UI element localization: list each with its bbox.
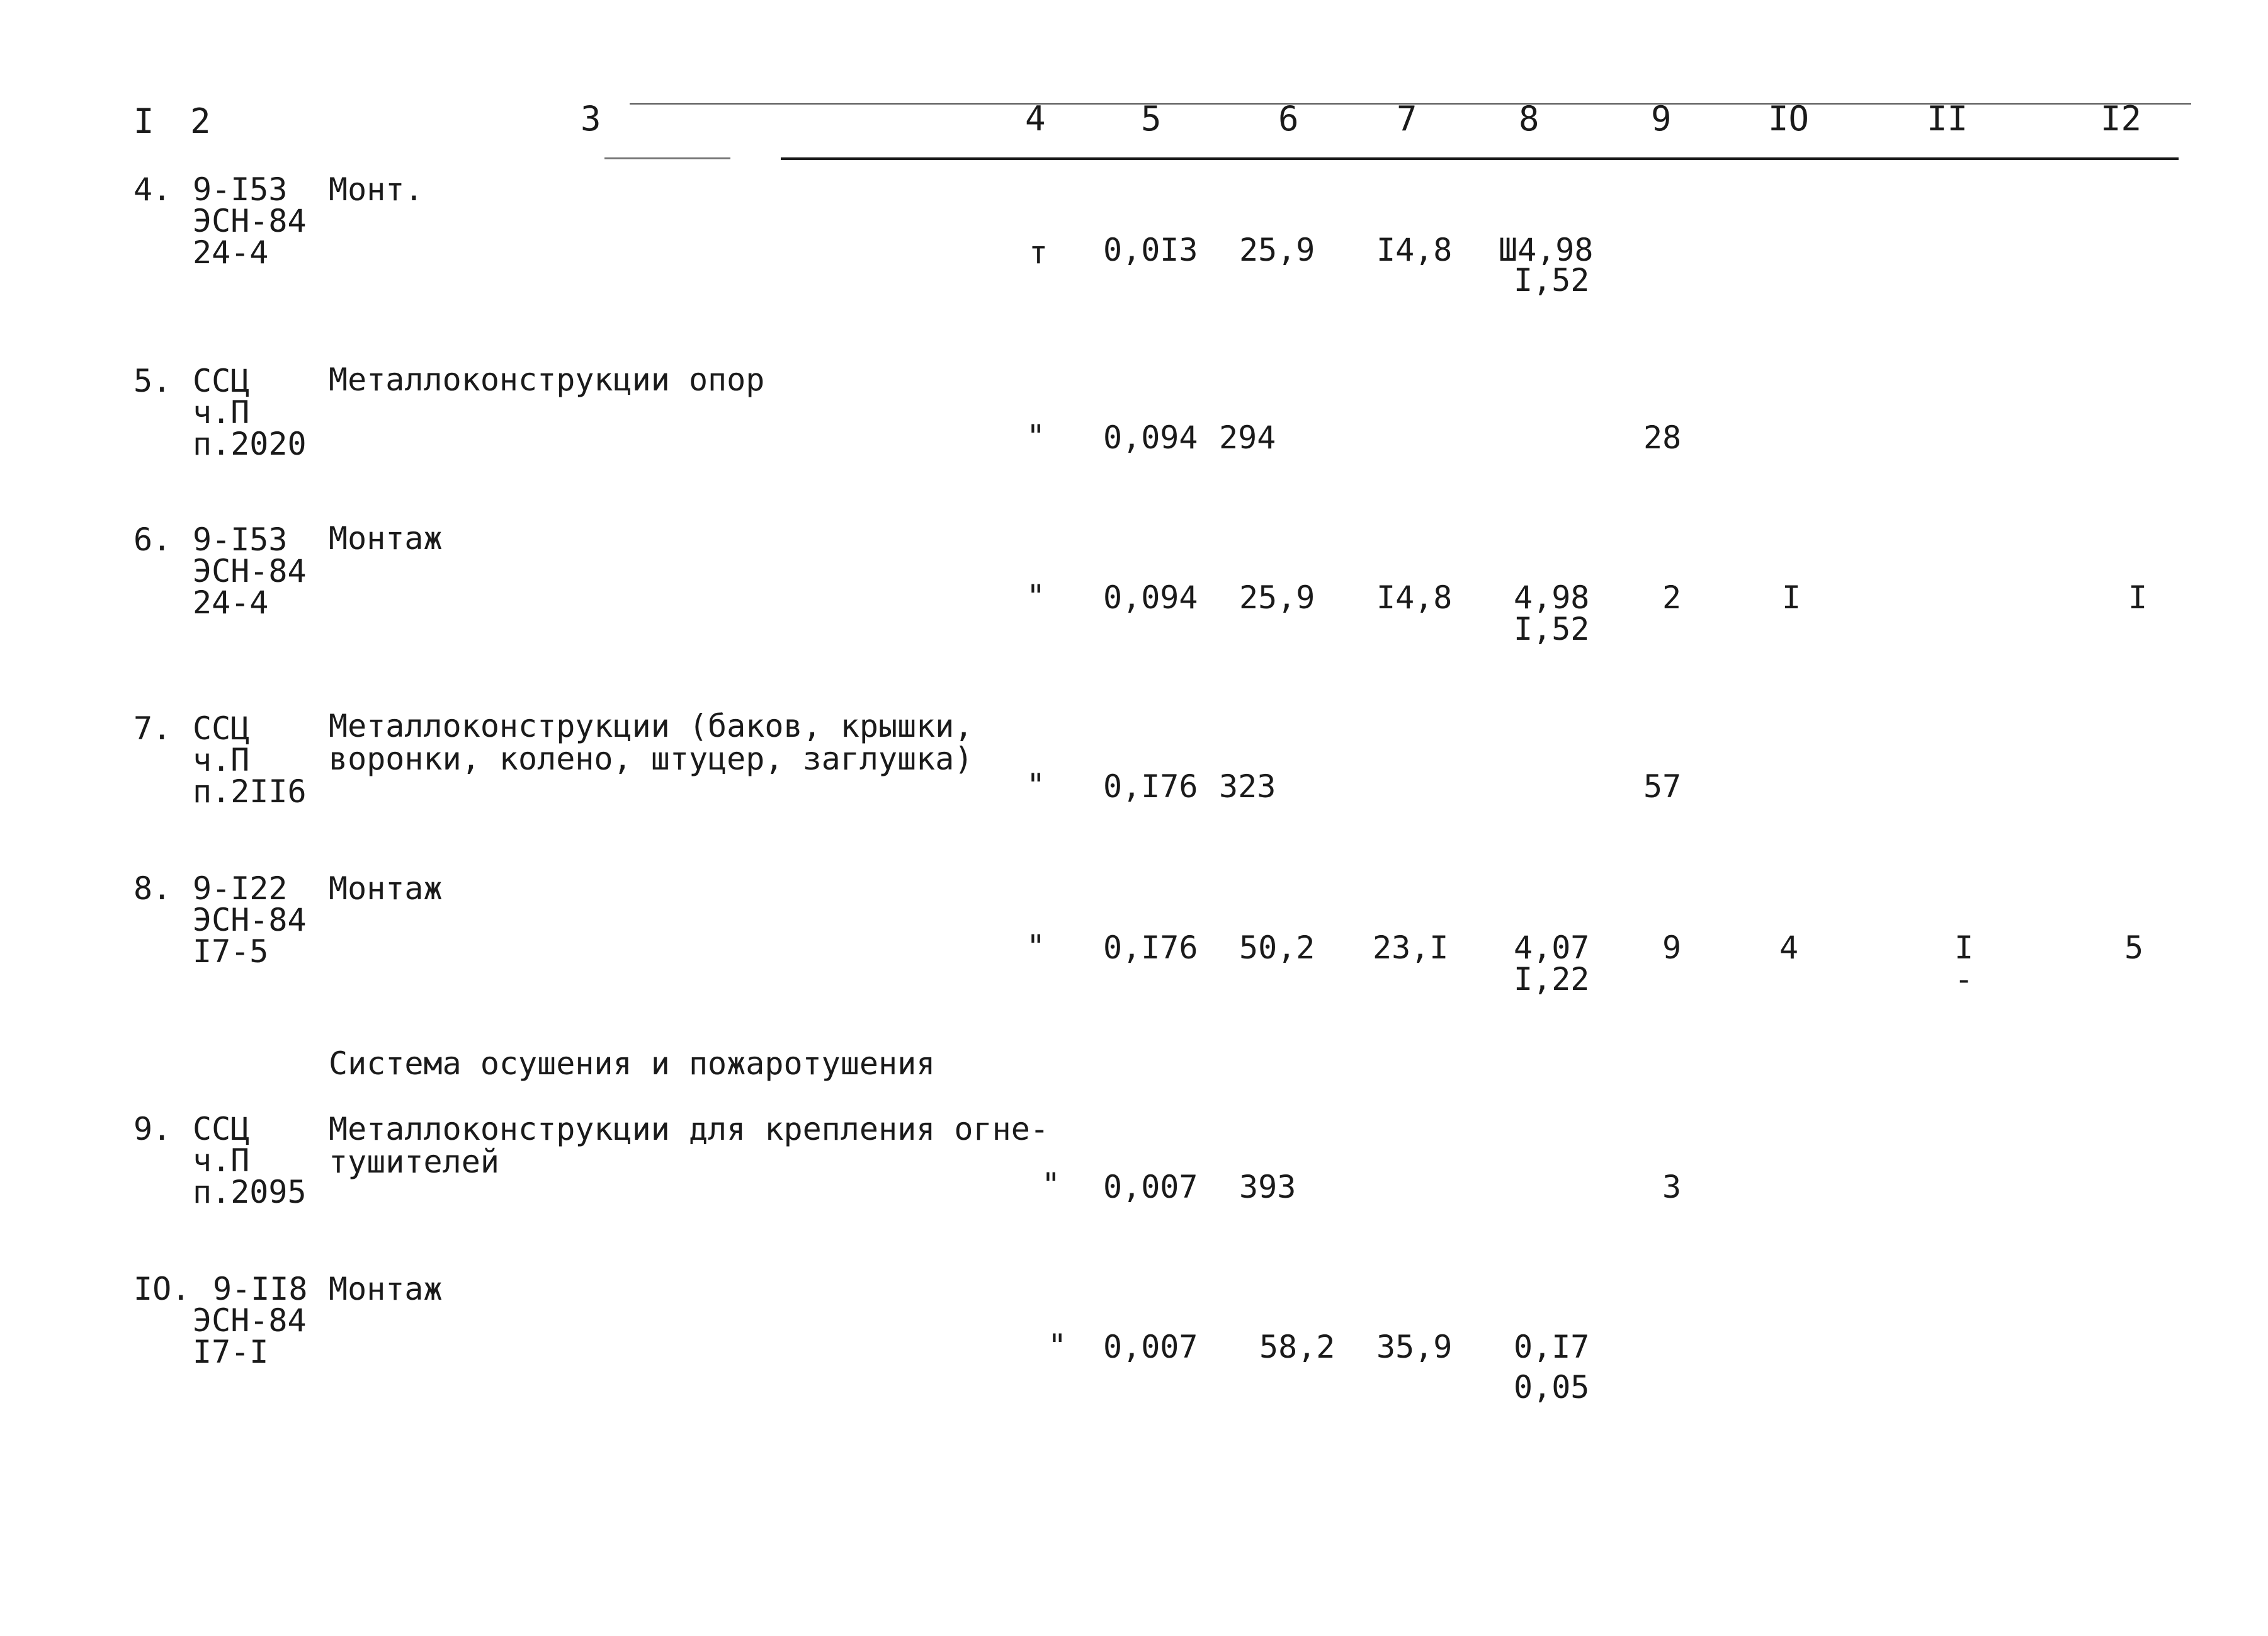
row-5-code-3: п.2020	[193, 426, 307, 462]
col-header-1: I	[133, 101, 154, 141]
row-4-code-3: 24-4	[193, 234, 269, 271]
row-6-col8-2: I,52	[1514, 611, 1590, 647]
row-10-code-2: ЭСН-84	[193, 1302, 307, 1339]
row-5-code-2: ч.П	[193, 394, 250, 431]
row-8-unit: "	[1026, 928, 1046, 965]
row-9-desc-2: тушителей	[329, 1144, 499, 1180]
row-6-col8-1: 4,98	[1514, 579, 1590, 616]
col-header-3: 3	[581, 99, 601, 139]
col-header-2: 2	[190, 101, 211, 141]
row-8-desc-1: Монтаж	[329, 870, 443, 907]
header-bottom-rule	[781, 157, 2179, 160]
row-8-col8-2: I,22	[1514, 961, 1590, 997]
row-6-num: 6.	[133, 521, 172, 558]
row-8-col7: 23,I	[1373, 929, 1449, 966]
row-9-desc-1: Металлоконструкции для крепления огне-	[329, 1111, 1049, 1147]
row-7-col6: 323	[1219, 768, 1276, 805]
row-4-col7: I4,8	[1376, 232, 1453, 268]
row-7-code-2: ч.П	[193, 742, 250, 778]
row-4-col6: 25,9	[1239, 232, 1315, 268]
row-8-num: 8.	[133, 870, 172, 907]
row-8-col5: 0,I76	[1103, 929, 1198, 966]
row-10-col8-2: 0,05	[1514, 1369, 1590, 1406]
row-10-col6: 58,2	[1259, 1329, 1335, 1365]
row-6-col12: I	[2128, 579, 2148, 616]
row-7-unit: "	[1026, 767, 1046, 804]
row-10-code-1: 9-II8	[213, 1271, 308, 1307]
row-6-col9: 2	[1662, 579, 1682, 616]
row-7-code-3: п.2II6	[193, 773, 307, 810]
row-7-col5: 0,I76	[1103, 768, 1198, 805]
row-8-col11-sub: -	[1954, 961, 1974, 997]
row-5-num: 5.	[133, 363, 172, 399]
row-8-code-3: I7-5	[193, 933, 269, 970]
row-7-col9: 57	[1643, 768, 1682, 805]
row-5-code-1: ССЦ	[193, 363, 250, 399]
col-header-10: IO	[1768, 99, 1810, 139]
row-5-col9: 28	[1643, 419, 1682, 456]
col-header-11: II	[1927, 99, 1968, 139]
row-5-col5: 0,094	[1103, 419, 1198, 456]
row-9-code-1: ССЦ	[193, 1111, 250, 1147]
row-4-desc-1: Монт.	[329, 171, 424, 208]
row-4-unit: т	[1029, 234, 1048, 271]
row-8-code-1: 9-I22	[193, 870, 288, 907]
row-8-code-2: ЭСН-84	[193, 902, 307, 938]
row-4-col5: 0,0I3	[1103, 232, 1198, 268]
row-10-col8-1: 0,I7	[1514, 1329, 1590, 1365]
row-10-col5: 0,007	[1103, 1329, 1198, 1365]
row-6-col7: I4,8	[1376, 579, 1453, 616]
row-5-desc-1: Металлоконструкции опор	[329, 361, 765, 398]
col-header-4: 4	[1025, 99, 1046, 139]
row-10-desc-1: Монтаж	[329, 1271, 443, 1307]
row-8-col12: 5	[2124, 929, 2144, 966]
col-header-9: 9	[1651, 99, 1672, 139]
row-8-col8-1: 4,07	[1514, 929, 1590, 966]
row-4-code-1: 9-I53	[193, 171, 288, 208]
row-9-code-3: п.2095	[193, 1174, 307, 1210]
row-9-unit: "	[1041, 1166, 1061, 1203]
row-8-col6: 50,2	[1239, 929, 1315, 966]
row-10-col7: 35,9	[1376, 1329, 1453, 1365]
row-6-col10: I	[1782, 579, 1801, 616]
row-10-unit: "	[1048, 1327, 1067, 1364]
row-6-col5: 0,094	[1103, 579, 1198, 616]
row-7-num: 7.	[133, 710, 172, 747]
row-8-col9: 9	[1662, 929, 1682, 966]
section-heading: Система осушения и пожаротушения	[329, 1045, 936, 1082]
row-9-col5: 0,007	[1103, 1169, 1198, 1205]
header-bottom-rule-left	[604, 157, 730, 159]
row-4-col8-2: I,52	[1514, 262, 1590, 298]
row-7-code-1: ССЦ	[193, 710, 250, 747]
row-6-desc-1: Монтаж	[329, 520, 443, 557]
row-9-col9: 3	[1662, 1169, 1682, 1205]
row-7-desc-2: воронки, колено, штуцер, заглушка)	[329, 741, 973, 777]
row-6-code-2: ЭСН-84	[193, 553, 307, 589]
row-6-unit: "	[1026, 578, 1046, 615]
row-9-col6: 393	[1239, 1169, 1296, 1205]
row-9-num: 9.	[133, 1111, 172, 1147]
row-4-num: 4.	[133, 171, 172, 208]
row-10-code-3: I7-I	[193, 1334, 269, 1370]
row-9-code-2: ч.П	[193, 1142, 250, 1179]
col-header-7: 7	[1397, 99, 1417, 139]
row-4-code-2: ЭСН-84	[193, 203, 307, 239]
row-6-code-3: 24-4	[193, 584, 269, 621]
row-8-col10: 4	[1779, 929, 1799, 966]
col-header-8: 8	[1519, 99, 1539, 139]
row-5-col6: 294	[1219, 419, 1276, 456]
row-6-col6: 25,9	[1239, 579, 1315, 616]
row-5-unit: "	[1026, 418, 1046, 455]
row-10-num: IO.	[133, 1271, 191, 1307]
row-4-col8-1: Ш4,98	[1499, 232, 1594, 268]
col-header-5: 5	[1141, 99, 1162, 139]
col-header-12: I2	[2101, 99, 2142, 139]
col-header-6: 6	[1278, 99, 1299, 139]
row-8-col11: I	[1954, 929, 1974, 966]
row-7-desc-1: Металлоконструкции (баков, крышки,	[329, 708, 973, 744]
row-6-code-1: 9-I53	[193, 521, 288, 558]
